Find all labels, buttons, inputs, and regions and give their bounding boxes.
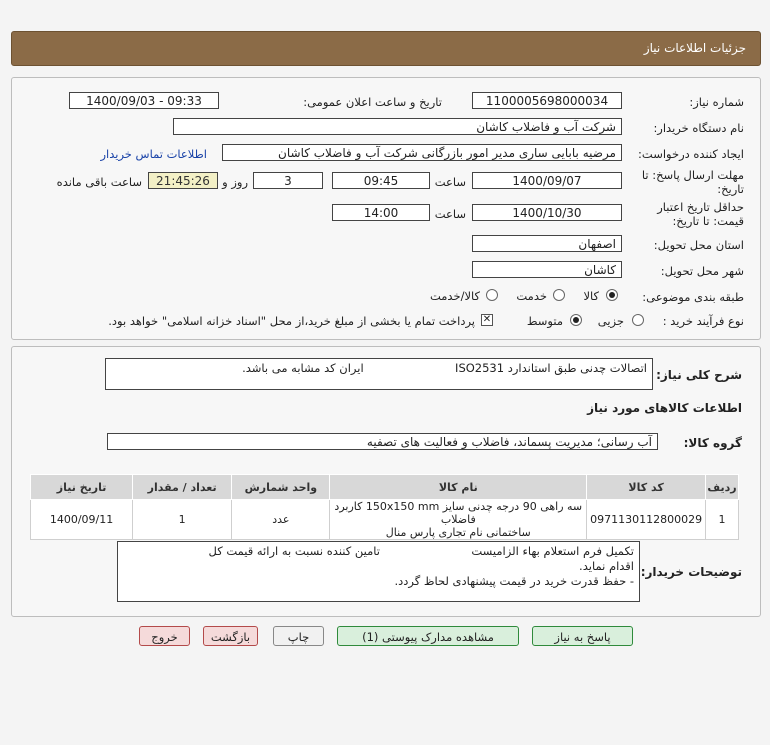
view-attachments-button[interactable]: مشاهده مدارک پیوستی (1): [337, 626, 519, 646]
goods-group-label: گروه کالا:: [683, 436, 742, 450]
col-row: ردیف: [706, 475, 739, 500]
cell-code: 0971130112800029: [587, 500, 706, 540]
process-option-minor: جزیی: [597, 314, 624, 328]
creator-field: مرضیه بابایی ساری مدیر امور بازرگانی شرکت آب و فاضلاب کاشان: [222, 144, 622, 161]
remaining-time-field: 21:45:26: [148, 172, 218, 189]
deadline-label-date: تاریخ:: [717, 182, 744, 196]
cell-name-line2: ساختمانی نام تجاری پارس منال: [385, 526, 531, 539]
summary-label: شرح کلی نیاز:: [656, 368, 742, 382]
print-button[interactable]: چاپ: [273, 626, 324, 646]
deadline-time-field: 09:45: [332, 172, 430, 189]
remaining-time-label: ساعت باقی مانده: [56, 175, 142, 189]
province-field: اصفهان: [472, 235, 622, 252]
treasury-payment-checkbox[interactable]: ✕: [482, 314, 492, 325]
announce-datetime-label: تاریخ و ساعت اعلان عمومی:: [303, 95, 442, 109]
buyer-notes-line3: - حفظ قدرت خرید در قیمت پیشنهادی لحاظ گردد.: [394, 574, 634, 588]
cell-unit: عدد: [232, 500, 330, 540]
process-option-medium: متوسط: [526, 314, 563, 328]
buyer-contact-link[interactable]: اطلاعات تماس خریدار: [100, 147, 207, 161]
back-button[interactable]: بازگشت: [203, 626, 258, 646]
col-qty: تعداد / مقدار: [133, 475, 232, 500]
days-label: روز و: [222, 175, 248, 189]
need-number-field: 1100005698000034: [472, 92, 622, 109]
category-radio-goods-service[interactable]: [486, 289, 498, 301]
city-label: شهر محل تحویل:: [660, 264, 744, 278]
announce-datetime-field: 1400/09/03 - 09:33: [69, 92, 219, 109]
buyer-notes-line2: اقدام نماید.: [579, 559, 634, 573]
goods-section-title: اطلاعات کالاهای مورد نیاز: [587, 401, 742, 415]
table-row: [31, 500, 739, 540]
buyer-notes-field: [117, 541, 640, 602]
page-header: [11, 31, 761, 66]
cell-name-line1: سه راهی 90 درجه چدنی سایز 150x150 mm کاربرد فاضلاب: [334, 500, 583, 526]
cell-date: 1400/09/11: [31, 500, 133, 540]
process-radio-medium[interactable]: [570, 314, 582, 326]
deadline-date-field: 1400/09/07: [472, 172, 622, 189]
exit-button[interactable]: خروج: [139, 626, 190, 646]
province-label: استان محل تحویل:: [653, 238, 744, 252]
creator-label: ایجاد کننده درخواست:: [638, 147, 744, 161]
col-code: کد کالا: [587, 475, 706, 500]
summary-field: اتصالات چدنی طبق استاندارد ISO2531 ایران کد مشابه می باشد.: [105, 358, 653, 390]
col-unit: واحد شمارش: [232, 475, 330, 500]
city-field: کاشان: [472, 261, 622, 278]
category-radio-service[interactable]: [553, 289, 565, 301]
process-label: نوع فرآیند خرید :: [662, 314, 744, 328]
validity-label: حداقل تاریخ اعتبار: [657, 200, 744, 214]
deadline-label: مهلت ارسال پاسخ: تا: [641, 168, 744, 182]
validity-label-date: قیمت: تا تاریخ:: [672, 214, 744, 228]
payment-note: پرداخت تمام یا بخشی از مبلغ خرید،از محل "اسناد خزانه اسلامی" خواهد بود.: [108, 314, 475, 328]
buyer-org-field: شرکت آب و فاضلاب کاشان: [173, 118, 622, 135]
category-option-goods: کالا: [583, 289, 599, 303]
days-remaining-field: 3: [253, 172, 323, 189]
col-name: نام کالا: [330, 475, 587, 500]
validity-time-label: ساعت: [434, 207, 466, 221]
buyer-notes-line1: تکمیل فرم استعلام بهاء الزامیست تامین کننده نسبت به ارائه قیمت کل: [208, 544, 634, 558]
goods-table-header: [31, 475, 739, 500]
category-option-service: خدمت: [516, 289, 547, 303]
buyer-org-label: نام دستگاه خریدار:: [653, 121, 744, 135]
process-radio-minor[interactable]: [632, 314, 644, 326]
deadline-time-label: ساعت: [434, 175, 466, 189]
cell-name: [330, 500, 587, 540]
category-radio-goods[interactable]: [606, 289, 618, 301]
category-option-goods-service: کالا/خدمت: [429, 289, 480, 303]
page-title: جزئیات اطلاعات نیاز: [643, 41, 746, 55]
validity-date-field: 1400/10/30: [472, 204, 622, 221]
validity-time-field: 14:00: [332, 204, 430, 221]
cell-row: 1: [706, 500, 739, 540]
category-label: طبقه بندی موضوعی:: [642, 290, 744, 304]
need-number-label: شماره نیاز:: [689, 95, 744, 109]
buyer-notes-label: توضیحات خریدار:: [640, 565, 742, 579]
goods-group-field: آب رسانی؛ مدیریت پسماند، فاضلاب و فعالیت های تصفیه: [107, 433, 658, 450]
reply-button[interactable]: پاسخ به نیاز: [532, 626, 633, 646]
cell-qty: 1: [133, 500, 232, 540]
col-date: تاریخ نیاز: [31, 475, 133, 500]
goods-table: [30, 474, 739, 540]
